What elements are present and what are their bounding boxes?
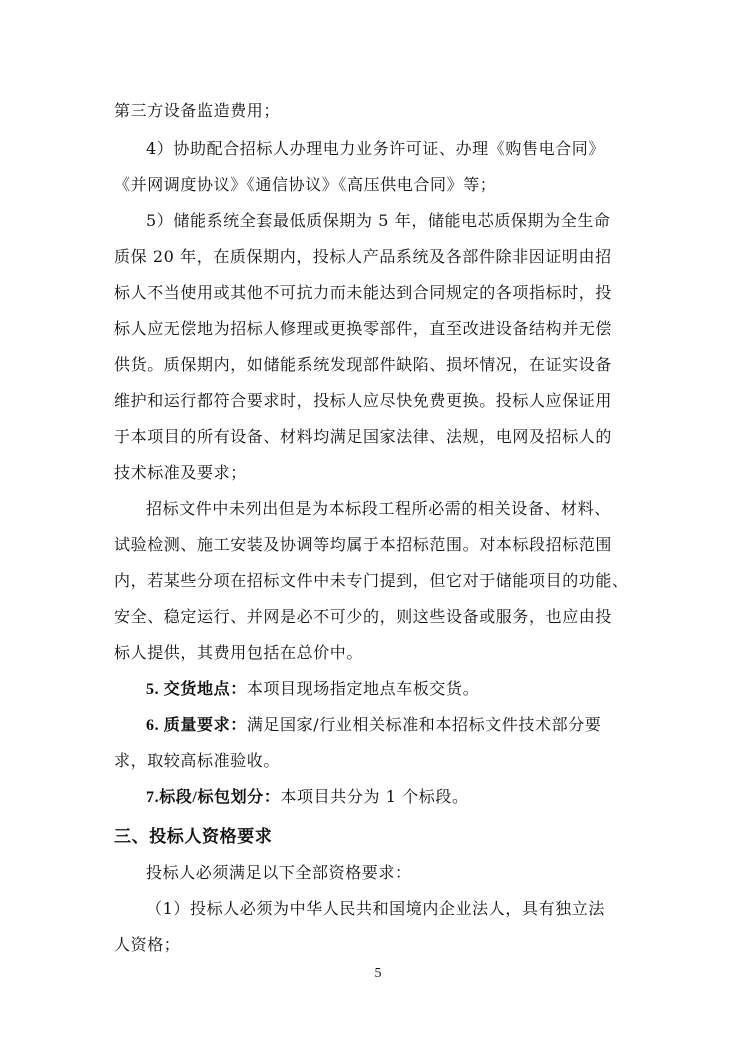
paragraph-line: 质保 20 年，在质保期内，投标人产品系统及各部件除非因证明由招 (114, 247, 612, 266)
quality-requirement (146, 715, 644, 736)
paragraph-line: 投标人必须满足以下全部资格要求： (146, 863, 412, 882)
lot-division (146, 787, 644, 808)
paragraph-line: 第三方设备监造费用； (114, 101, 281, 120)
delivery-location (146, 679, 644, 700)
lots-label: 7.标段/标包划分： (146, 789, 281, 806)
paragraph-line: 求，取较高标准验收。 (114, 751, 281, 770)
lots-text: 本项目共分为 1 个标段。 (280, 787, 469, 806)
paragraph-line: 招标文件中未列出但是为本标段工程所必需的相关设备、材料、 (146, 499, 611, 518)
quality-label: 6. 质量要求： (146, 717, 247, 734)
paragraph-line: 标人提供，其费用包括在总价中。 (114, 643, 364, 662)
paragraph-line: 安全、稳定运行、并网是必不可少的，则这些设备或服务，也应由投 (114, 607, 613, 626)
page-number: 5 (374, 966, 382, 981)
paragraph-line: 人资格； (114, 935, 181, 954)
paragraph-line: 维护和运行都符合要求时，投标人应尽快免费更换。投标人应保证用 (114, 391, 613, 410)
paragraph-line: 供货。质保期内，如储能系统发现部件缺陷、损坏情况，在证实设备 (114, 355, 613, 374)
paragraph-line: 于本项目的所有设备、材料均满足国家法律、法规，电网及招标人的 (114, 427, 613, 446)
delivery-label: 5. 交货地点： (146, 681, 247, 698)
delivery-text: 本项目现场指定地点车板交货。 (246, 679, 480, 698)
paragraph-line: 《并网调度协议》《通信协议》《高压供电合同》等； (114, 175, 497, 194)
paragraph-line: 4）协助配合招标人办理电力业务许可证、办理《购售电合同》 (146, 139, 605, 158)
section-heading: 三、投标人资格要求 (114, 827, 273, 847)
paragraph-line: 技术标准及要求； (114, 463, 247, 482)
quality-text: 满足国家/行业相关标准和本招标文件技术部分要 (246, 715, 602, 734)
paragraph-line: 标人应无偿地为招标人修理或更换零部件，直至改进设备结构并无偿 (114, 319, 613, 338)
paragraph-line: 内，若某些分项在招标文件中未专门提到，但它对于储能项目的功能、 (114, 571, 629, 590)
paragraph-line: 5）储能系统全套最低质保期为 5 年，储能电芯质保期为全生命 (146, 211, 611, 230)
paragraph-line: （1）投标人必须为中华人民共和国境内企业法人，具有独立法 (146, 899, 605, 918)
paragraph-line: 标人不当使用或其他不可抗力而未能达到合同规定的各项指标时，投 (114, 283, 613, 302)
paragraph-line: 试验检测、施工安装及协调等均属于本招标范围。对本标段招标范围 (114, 535, 613, 554)
